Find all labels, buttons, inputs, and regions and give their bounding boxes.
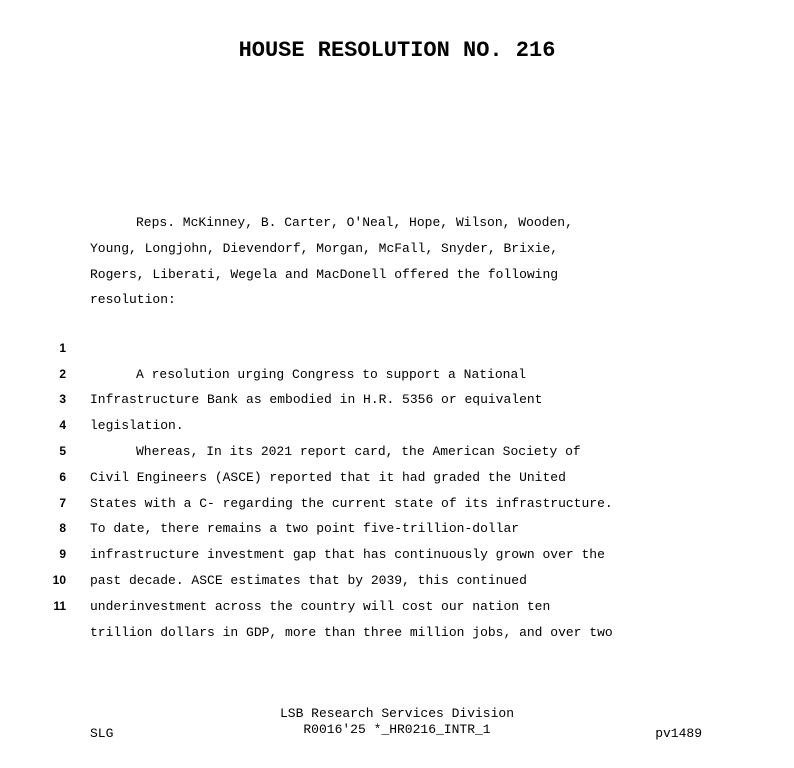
page-title: HOUSE RESOLUTION NO. 216 — [238, 38, 556, 63]
line-text: A resolution urging Congress to support a National — [136, 366, 527, 382]
sponsor-line: Young, Longjohn, Dievendorf, Morgan, McFall, Snyder, Brixie, — [90, 240, 559, 256]
line-text: Civil Engineers (ASCE) reported that it had graded the United — [90, 469, 566, 485]
line-text: States with a C- regarding the current state of its infrastructure. — [90, 495, 613, 511]
footer-code: R0016'25 *_HR0216_INTR_1 — [303, 722, 491, 737]
line-number: 3 — [59, 392, 66, 407]
line-text: legislation. — [90, 418, 184, 434]
line-number: 1 — [59, 340, 66, 355]
sponsor-line: Rogers, Liberati, Wegela and MacDonell offered the following — [90, 266, 559, 282]
line-number: 9 — [59, 547, 66, 562]
line-number: 5 — [59, 443, 66, 458]
line-number: 2 — [59, 366, 66, 381]
line-text: infrastructure investment gap that has continuously grown over the — [90, 547, 605, 563]
footer-division: LSB Research Services Division — [279, 706, 515, 721]
line-text: To date, there remains a two point five-trillion-dollar — [90, 521, 520, 537]
numbered-line — [0, 310, 794, 382]
resolution-body — [0, 310, 794, 640]
line-number: 11 — [53, 598, 66, 613]
line-number: 4 — [59, 418, 66, 433]
line-text: Whereas, In its 2021 report card, the American Society of — [136, 443, 581, 459]
line-text: trillion dollars in GDP, more than three million jobs, and over two — [90, 624, 613, 640]
line-number: 10 — [52, 572, 66, 587]
footer-left-initials: SLG — [90, 726, 114, 741]
footer-right-id: pv1489 — [655, 726, 702, 741]
sponsor-paragraph — [90, 210, 730, 313]
line-text: past decade. ASCE estimates that by 2039, this continued — [90, 572, 527, 588]
line-text: Infrastructure Bank as embodied in H.R. 5356 or equivalent — [90, 392, 543, 408]
line-number: 8 — [59, 521, 66, 536]
line-text: underinvestment across the country will cost our nation ten — [90, 598, 551, 614]
line-number: 7 — [59, 495, 66, 510]
sponsor-line: resolution: — [90, 292, 176, 308]
sponsor-line: Reps. McKinney, B. Carter, O'Neal, Hope, Wilson, Wooden, — [136, 215, 573, 230]
line-number: 6 — [59, 469, 66, 484]
